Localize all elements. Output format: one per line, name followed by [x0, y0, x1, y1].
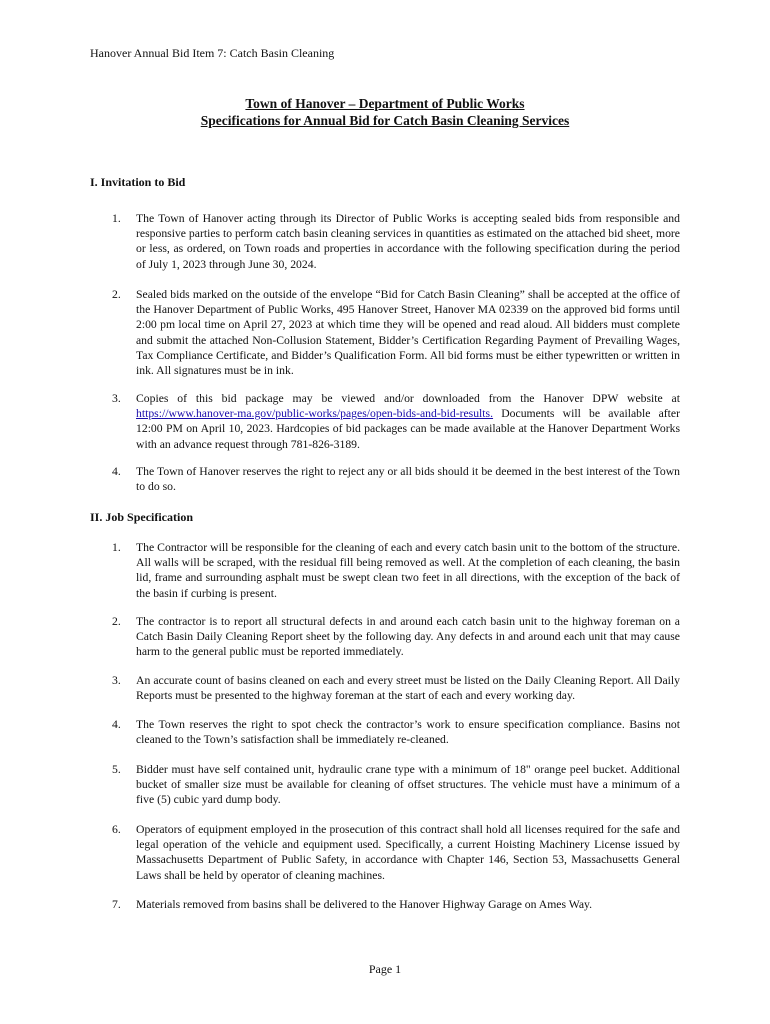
- item-number: 1.: [112, 212, 121, 225]
- list-item: [112, 822, 680, 883]
- item-text-part: Documents will be available after 12:00 PM on April 10, 2023. Hardcopies of bid packages can be made available at the Hanover Department Works with an advance request through 781-826-3189.: [136, 407, 680, 451]
- list-item: [112, 391, 680, 452]
- item-text: Operators of equipment employed in the prosecution of this contract shall hold all licenses required for the safe and legal operation of the vehicle and equipment used. Specifically, a current Hoisting Machinery License issued by Massachusetts Department of Public Safety, in accordance with Chapter 146, Section 53, Massachusetts General Laws shall be held by operator of cleaning machines.: [136, 823, 680, 882]
- page-number: Page 1: [368, 962, 402, 976]
- section-heading-invitation: I. Invitation to Bid: [90, 175, 186, 189]
- item-text: The Town reserves the right to spot check the contractor’s work to ensure specification compliance. Basins not cleaned to the Town’s satisfaction shall be immediately re-cleaned.: [136, 718, 680, 747]
- item-text: Materials removed from basins shall be delivered to the Hanover Highway Garage on Ames Way.: [136, 898, 593, 911]
- document-subtitle: Specifications for Annual Bid for Catch Basin Cleaning Services: [200, 113, 570, 128]
- list-item: [112, 211, 680, 272]
- document-title: Town of Hanover – Department of Public Works: [245, 96, 525, 111]
- section-heading-job-specification: II. Job Specification: [90, 510, 194, 524]
- item-number: 1.: [112, 541, 121, 554]
- item-text: The contractor is to report all structural defects in and around each catch basin unit to the highway foreman on a Catch Basin Daily Cleaning Report sheet by the following day. Any defects in and around each unit that may cause harm to the general public must be reported immediately.: [136, 615, 680, 659]
- item-text: Bidder must have self contained unit, hydraulic crane type with a minimum of 18" orange peel bucket. Additional bucket of smaller size must be available for cleaning of offset structures. The vehicle must have a minimum of a five (5) cubic yard dump body.: [136, 763, 680, 807]
- item-number: 5.: [112, 763, 121, 776]
- item-number: 3.: [112, 674, 121, 687]
- item-number: 7.: [112, 898, 121, 911]
- item-number: 2.: [112, 288, 121, 301]
- list-item: [112, 897, 680, 912]
- list-item: [112, 287, 680, 378]
- item-number: 4.: [112, 718, 121, 731]
- item-number: 4.: [112, 465, 121, 478]
- item-text: An accurate count of basins cleaned on each and every street must be listed on the Daily Cleaning Report. All Daily Reports must be presented to the highway foreman at the start of each and every working day.: [136, 674, 680, 703]
- list-item: [112, 464, 680, 494]
- item-text: The Town of Hanover acting through its Director of Public Works is accepting sealed bids from responsible and responsive parties to perform catch basin cleaning services in quantities as estimated on the attached bid sheet, more or less, as ordered, on Town roads and properties in accordance with the following specification during the period of July 1, 2023 through June 30, 2024.: [136, 212, 680, 271]
- list-item: [112, 762, 680, 808]
- item-text-part: Copies of this bid package may be viewed and/or downloaded from the Hanover DPW website at: [136, 392, 680, 405]
- bid-results-link[interactable]: https://www.hanover-ma.gov/public-works/pages/open-bids-and-bid-results.: [136, 407, 494, 421]
- item-text: Sealed bids marked on the outside of the envelope “Bid for Catch Basin Cleaning” shall be accepted at the office of the Hanover Department of Public Works, 495 Hanover Street, Hanover MA 02339 on the approved bid forms until 2:00 pm local time on April 27, 2023 at which time they will be opened and read aloud. All bidders must complete and submit the attached Non-Collusion Statement, Bidder’s Certification Regarding Payment of Prevailing Wages, Tax Compliance Certificate, and Bidder’s Qualification Form. All bid forms must be either typewritten or written in ink. All signatures must be in ink.: [136, 288, 680, 378]
- item-number: 6.: [112, 823, 121, 836]
- item-number: 2.: [112, 615, 121, 628]
- item-number: 3.: [112, 392, 121, 405]
- item-text: [136, 391, 680, 452]
- item-text: The Town of Hanover reserves the right to reject any or all bids should it be deemed in the best interest of the Town to do so.: [136, 465, 680, 494]
- running-header: Hanover Annual Bid Item 7: Catch Basin Cleaning: [90, 46, 335, 60]
- list-item: [112, 614, 680, 660]
- list-item: [112, 673, 680, 703]
- list-item: [112, 540, 680, 601]
- list-item: [112, 717, 680, 747]
- item-text: The Contractor will be responsible for the cleaning of each and every catch basin unit to the bottom of the structure. All walls will be scraped, with the residual fill being removed as well. At the completion of each cleaning, the basin lid, frame and surrounding asphalt must be swept clean two feet in all directions, with the exception of the back of the basin if curbing is present.: [136, 541, 680, 600]
